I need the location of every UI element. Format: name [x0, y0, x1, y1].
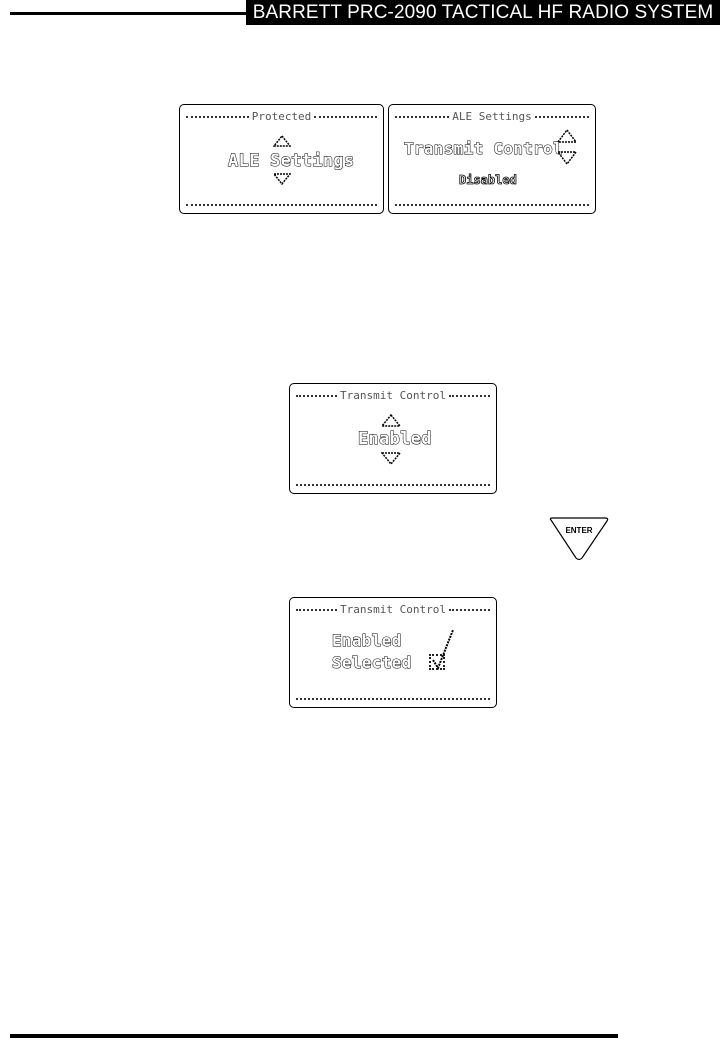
- lcd-bottom-rule: [296, 698, 490, 700]
- lcd-bottom-rule: [296, 484, 490, 486]
- page-header-title: BARRETT PRC-2090 TACTICAL HF RADIO SYSTEM: [246, 0, 720, 25]
- lcd-title: ALE Settings: [452, 110, 532, 123]
- lcd-title-bar: [296, 604, 490, 616]
- lcd-main-text: Transmit Control: [404, 139, 563, 158]
- lcd-line-1: Enabled: [332, 631, 402, 650]
- lcd-title: Transmit Control: [340, 603, 446, 616]
- enter-key-icon: [547, 514, 611, 562]
- down-arrow-icon: [557, 151, 577, 165]
- lcd-screen-protected: [179, 104, 384, 214]
- lcd-title-bar: [395, 111, 589, 123]
- lcd-line-2: Selected: [332, 653, 412, 672]
- lcd-title: Transmit Control: [340, 389, 446, 402]
- footer-rule: [10, 1034, 618, 1038]
- down-arrow-icon: [273, 173, 291, 185]
- lcd-main-text: Enabled: [358, 429, 432, 449]
- up-arrow-icon: [273, 135, 291, 147]
- lcd-screen-transmit-control: [289, 383, 497, 494]
- lcd-bottom-rule: [395, 204, 589, 206]
- header-rule: [10, 12, 246, 15]
- lcd-title-bar: [186, 111, 377, 123]
- lcd-bottom-rule: [186, 204, 377, 206]
- down-arrow-icon: [381, 452, 401, 465]
- lcd-title-bar: [296, 390, 490, 402]
- checkmark-icon: [430, 626, 456, 670]
- lcd-main-text: ALE Settings: [228, 151, 355, 171]
- up-arrow-icon: [381, 414, 401, 427]
- lcd-screen-ale-settings: [388, 104, 596, 214]
- lcd-sub-text: Disabled: [459, 173, 517, 187]
- lcd-title: Protected: [251, 110, 312, 123]
- enter-key-label: ENTER: [565, 526, 593, 535]
- up-arrow-icon: [557, 129, 577, 143]
- lcd-screen-enabled-selected: [289, 597, 497, 708]
